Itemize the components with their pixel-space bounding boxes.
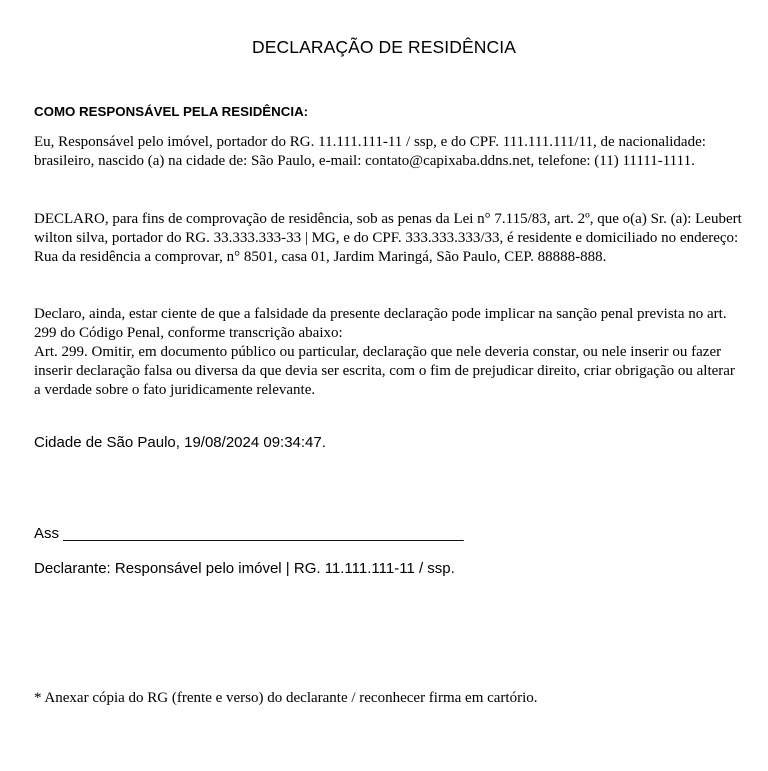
- penal-notice-paragraph: [34, 305, 744, 400]
- residence-declaration-paragraph: DECLARO, para fins de comprovação de residência, sob as penas da Lei n° 7.115/83, art. 2º, que o(a) Sr. (a): Leubert wilton silva, portador do RG. 33.333.333-33 | MG, e do CPF. 333.333.333/33, é residente e domiciliado no endereço: Rua da residência a comprovar, n° 8501, casa 01, Jardim Maringá, São Paulo, CEP. 88888-888.: [34, 211, 742, 265]
- footnote: * Anexar cópia do RG (frente e verso) do declarante / reconhecer firma em cartório.: [34, 690, 538, 706]
- declarant-identification-paragraph: Eu, Responsável pelo imóvel, portador do RG. 11.111.111-11 / ssp, e do CPF. 111.111.111/11, de nacionalidade: brasileiro, nascido (a) na cidade de: São Paulo, e-mail: contato@capixaba.ddns.net, telefone: (11) 11111-1111.: [34, 134, 706, 169]
- declarant-line: Declarante: Responsável pelo imóvel | RG. 11.111.111-11 / ssp.: [34, 560, 455, 577]
- signature-line: Ass ________________________________________________: [34, 525, 464, 542]
- penal-notice-intro: Declaro, ainda, estar ciente de que a falsidade da presente declaração pode implicar na sanção penal prevista no art. 299 do Código Penal, conforme transcrição abaixo:: [34, 306, 727, 341]
- penal-code-article: Art. 299. Omitir, em documento público ou particular, declaração que nele deveria constar, ou nele inserir ou fazer inserir declaração falsa ou diversa da que devia ser escrita, com o fim de prejudicar direito, criar obrigação ou alterar a verdade sobre o fato juridicamente relevante.: [34, 344, 735, 398]
- city-date-line: Cidade de São Paulo, 19/08/2024 09:34:47.: [34, 434, 326, 451]
- document-title: DECLARAÇÃO DE RESIDÊNCIA: [252, 37, 516, 57]
- responsible-heading: COMO RESPONSÁVEL PELA RESIDÊNCIA:: [34, 104, 309, 119]
